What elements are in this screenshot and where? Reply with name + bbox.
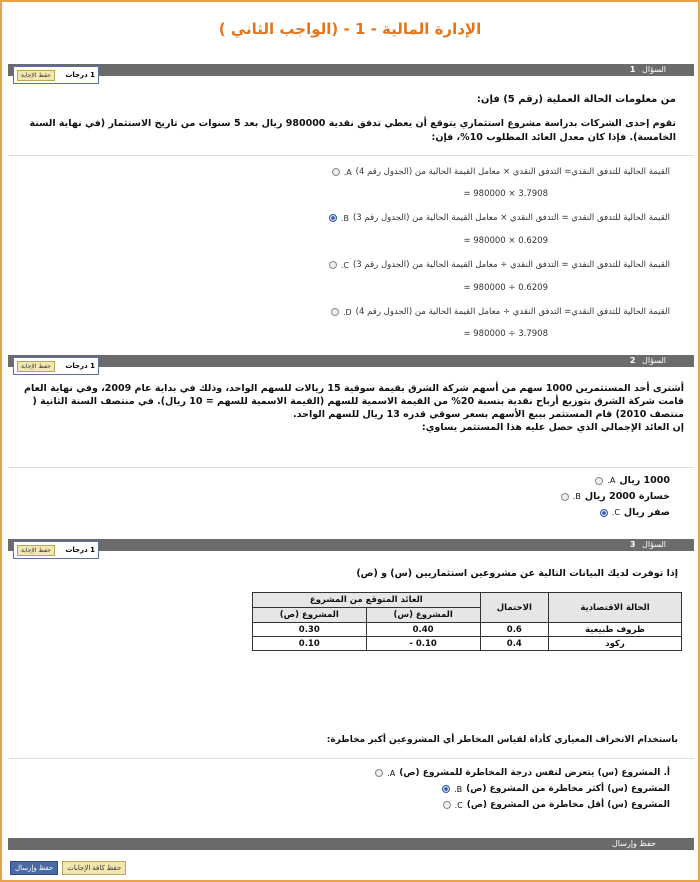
radio-q1-c[interactable]	[329, 261, 337, 269]
question-2-text: أشترى أحد المستثمرين 1000 سهم من أسهم شركة الشرق بقيمة سوقية 15 ريالات للسهم الواحد، وذلك في بداية عام 2009، وفي نهاية العام قامت شركة الشرق بتوزيع أرباح نقدية بنسبة 20% من القيمة الاسمية للسهم (القيمة الاسمية للسهم = 10 ريال). في منتصف السنة الثانية ( منتصف 2010) قام المستثمر بيبع الأسهم بسعر سوقي قدره 13 ريال للسهم الواحد. إن العائد الإجمالي الذي حصل عليه هذا المستثمر يساوي:	[24, 383, 684, 433]
question-2-points: 1 درجات	[65, 362, 95, 370]
radio-q3-c[interactable]	[443, 801, 451, 809]
divider	[8, 758, 694, 759]
save-and-submit-button[interactable]: حفظ وإرسال	[10, 861, 58, 875]
q1-option-c-line2: 0.6209 ÷ 980000 =	[463, 283, 548, 293]
radio-q3-b-selected[interactable]	[442, 785, 450, 793]
table-row: ركود 0.4 0.10 - 0.10	[253, 637, 682, 651]
q2-option-a[interactable]: 1000 ريال A.	[595, 475, 670, 486]
q1-option-a-line2: 3.7908 × 980000 =	[463, 189, 548, 199]
question-1-header: السؤال 1	[8, 64, 694, 76]
save-answer-button-q2[interactable]: حفظ الإجابة	[17, 361, 55, 372]
radio-q1-a[interactable]	[332, 168, 340, 176]
save-answer-button-q3[interactable]: حفظ الإجابة	[17, 545, 55, 556]
header-project-p: المشروع (ص)	[253, 608, 367, 623]
q1-option-b-line2: 0.6209 × 980000 =	[463, 236, 548, 246]
question-3-header: السؤال 3	[8, 539, 694, 551]
question-3-points: 1 درجات	[65, 546, 95, 554]
question-1-points-box	[13, 66, 99, 84]
question-2-points-box	[13, 357, 99, 375]
question-3-prompt: باستخدام الانحراف المعياري كأداة لقياس المخاطر أي المشروعين أكبر مخاطرة:	[326, 735, 678, 745]
radio-q1-d[interactable]	[331, 308, 339, 316]
header-expected-return: العائد المتوقع من المشروع	[253, 593, 481, 608]
radio-q3-a[interactable]	[375, 769, 383, 777]
save-all-answers-button[interactable]: حفظ كافة الإجابات	[62, 861, 126, 875]
q3-option-b[interactable]: المشروع (س) أكثر مخاطرة من المشروع (ص) B.	[442, 784, 670, 794]
question-3-heading: إذا توفرت لديك البيانات التالية عن مشروعين استثماريين (س) و (ص)	[356, 568, 678, 579]
radio-q2-b[interactable]	[561, 493, 569, 501]
q1-option-d[interactable]: القيمة الحالية للتدفق النقدي= التدفق النقدي ÷ معامل القيمة الحالية من (الجدول رقم 4) D.	[331, 307, 670, 317]
q1-option-c[interactable]: القيمة الحالية للتدفق النقدي = التدفق النقدي ÷ معامل القيمة الحالية من (الجدول رقم 3) C.	[329, 260, 670, 270]
question-2-header: السؤال 2	[8, 355, 694, 367]
header-probability: الاحتمال	[480, 593, 548, 623]
projects-table	[252, 592, 682, 651]
save-submit-bar: حفظ وإرسال	[8, 838, 694, 850]
divider	[8, 467, 694, 468]
q1-option-a[interactable]: القيمة الحالية للتدفق النقدي= التدفق النقدي × معامل القيمة الحالية من (الجدول رقم 4) A.	[332, 167, 670, 177]
radio-q2-c-selected[interactable]	[600, 509, 608, 517]
q3-option-a[interactable]: أ. المشروع (س) يتعرض لنفس درجة المخاطرة للمشروع (ص) A.	[375, 768, 670, 778]
q3-option-c[interactable]: المشروع (س) أقل مخاطرة من المشروع (ص) C.	[443, 800, 670, 810]
table-row: ظروف طبيعية 0.6 0.40 0.30	[253, 623, 682, 637]
q1-option-b[interactable]: القيمة الحالية للتدفق النقدي = التدفق النقدي × معامل القيمة الحالية من (الجدول رقم 3) B.	[329, 213, 670, 223]
save-answer-button-q1[interactable]: حفظ الإجابة	[17, 70, 55, 81]
divider	[8, 155, 694, 156]
radio-q2-a[interactable]	[595, 477, 603, 485]
question-3-points-box	[13, 541, 99, 559]
q1-option-d-line2: 3.7908 ÷ 980000 =	[463, 329, 548, 339]
question-1-heading: من معلومات الحالة العملية (رقم 5) فإن:	[476, 94, 676, 105]
header-project-s: المشروع (س)	[366, 608, 480, 623]
page-title: الإدارة المالية - 1 - (الواجب الثاني )	[218, 20, 482, 38]
q2-option-c[interactable]: صفر ريال C.	[600, 507, 670, 518]
header-state: الحالة الاقتصادية	[548, 593, 681, 623]
question-1-points: 1 درجات	[65, 71, 95, 79]
radio-q1-b-selected[interactable]	[329, 214, 337, 222]
footer-buttons	[10, 861, 126, 875]
question-1-text: تقوم إحدى الشركات بدراسة مشروع استثماري يتوقع أن يعطي تدفق نقدية 980000 ريال بعد 5 سنوات من تاريخ الاستثمار (في نهاية السنة الخامسة). فإذا كان معدل العائد المطلوب 10%، فإن:	[29, 118, 676, 143]
q2-option-b[interactable]: خسارة 2000 ريال B.	[561, 491, 670, 502]
